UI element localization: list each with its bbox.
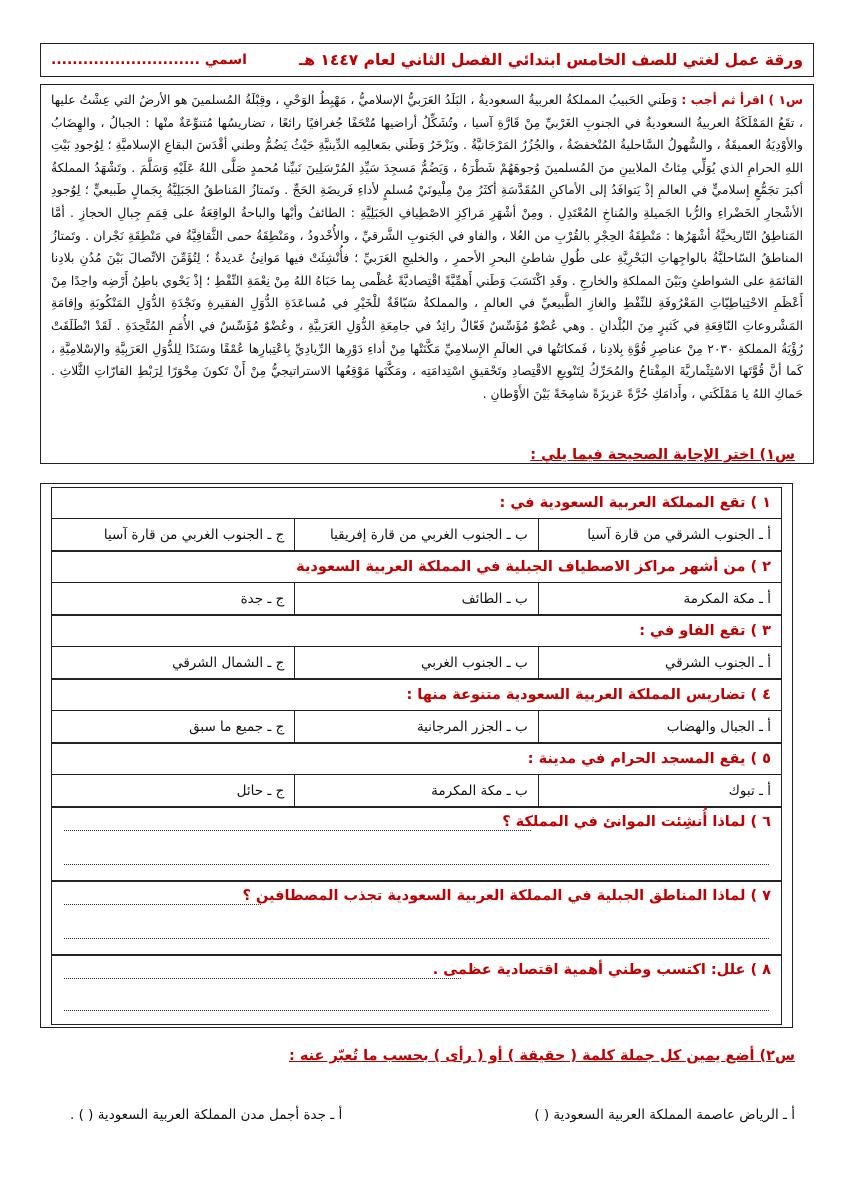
options-row [51, 775, 782, 807]
option-b[interactable]: ب ـ الجنوب الغربي من قارة إفريقيا [294, 519, 537, 550]
question-row [51, 679, 782, 711]
passage-text: وَطَني الحَبيبُ المملكةُ العربيةُ السعوديةُ ، البَلَدُ العَرَبيُّ الإسلاميُّ ، مَهْبِطُ الوَحْيِ ، وقِبْلَةُ المُسلمينَ هو الأرضُ التي عِشْتُ عليها ، تقَعُ المَمْلَكَةُ العربيةُ السعوديةُ في الجنوبِ الغَرْبيِّ مِنْ قَارَّةِ آسيا ، وتُشَكِّلُ أراضيها مُتْحَفًا جُغرافيًا رائعًا ، تضاريسُها مُتنوِّعَةٌ منْها : الجبالُ ، والهِضَابُ والأوْدِيَةُ العميقَةُ ، والسُّهولُ السَّاحليةُ المُنْخفضَةُ ، والجُزُرُ المَرْجَانيَّةُ . ويَزْخَرُ وَطَني بمَعالِمِه الدِّينيَّةِ حَيْثُ يَضُمُّ وطني أقْدَسَ البقاعِ الإسلاميَّةِ ؛ لِوُجودِ بَيْتِ اللهِ الحرامِ الذي يُوَلِّي مِئاتُ الملايينِ منَ المُسلمينَ وُجوهَهُمْ شَطْرَهُ ، وَيَضُمُّ مَسجِدَ سَيِّدِ المُرْسَلِينَ نَبيِّنا مُحمدٍ صَلَّى اللهُ عَلَيْهِ وَسَلَّمَ . وتَشْهَدُ المملكةُ أكبرَ تجَمُّعٍ إسلاميٍّ في العالمِ إذْ يَتوافَدُ إلى الأماكنِ المُقَدَّسَةِ أكثَرُ مِنْ مِلْيونَيْ مُسلمٍ لأداءِ فَريضَةِ الحَجِّ . وتَمتازُ المَناطقُ الجَبَلِيَّةُ بِجَمالٍ طَبيعيٍّ ؛ لِوُجودِ الأشْجارِ الخَضْراءِ والرُّبا الجَميلةِ والمُناخِ المُعْتَدِلِ . ومِنْ أشْهَرِ مَراكِزِ الاصْطِيافِ الجَبَلِيَّةِ : الطائفُ وأبْها والباحةُ الواقِعَةُ على قِمَمِ جِبالِ الحجازِ . أمَّا المَناطِقُ التّاريخيَّةُ أشْهَرُها : مَنْطِقَةُ الحِجْرِ بالقُرْبِ من العُلا ، والفاو في الجَنوبِ الشَّرقيِّ ، والأُخْدودُ ، ومَنْطِقَةُ حمى الثَّقافِيَّةُ في مَنْطِقَةِ نَجْران . وتَمتازُ المناطقُ السّاحليَّةُ بالواجِهاتِ البَحْرِيَّةِ على طُولِ شاطئِ البحرِ الأحمرِ ، والخليجِ العَرَبيِّ ؛ فأُنْشِئَتْ فيها مَوانِئُ عَديدةٌ ؛ لِتُؤَمِّنَ الاتِّصالَ بَيْنَ مُدُنِ بلادِنا القائمَةِ على الشواطئِ وبَيْنَ المملكةِ والخارجِ . وقَدِ اكْتَسَبَ وَطَني أَهمِّيَّةً اقْتِصاديَّةً عُظْمى بِما حَبَاهُ اللهُ مِنْ نِعْمَةِ النِّفْطِ ؛ إذْ يَحْوي باطِنُ أَرْضِه واحِدًا مِنْ أَعْظَمِ الاحْتِياطِيّاتِ المَعْرُوفَةِ للنِّفْطِ والغازِ الطَّبيعيِّ في العالمِ ، والمملكةُ سَبّاقَةٌ للْخَيْرِ في مُساعَدَةِ الدُّوَلِ الفقيرةِ ونَجْدَةِ الدُّوَلِ المَنْكُوبَةِ وإقامَةِ المَشْروعاتِ النّافِعَةِ في كَثيرٍ مِنَ البُلْدانِ . وهي عُضْوٌ مُؤَسِّسٌ فَعّالٌ رائِدٌ في جامِعَةِ الدُّوَلِ العَرَبيَّةِ ، وعُضْوٌ مُؤَسِّسٌ في الأُمَمِ المُتَّحِدَةِ . لَقَدْ انْطَلَقَتْ رُؤْيَةُ المملكةِ ٢٠٣٠ مِنْ عناصِرِ قُوَّةِ بِلادِنا ، فَمكانَتُها في العالَمِ الإِسلامِيِّ مَكَّنَتْها مِنْ أداءِ دَوْرِها الرِّيادِيِّ بِاعْتِبارِها عُمْقًا وسَنَدًا لِلدُّوَلِ العَرَبِيَّةِ والإسْلامِيَّةِ ، كَما أنَّ قُوَّتَها الاسْتِثْماريَّةَ المِفْتاحُ والمُحَرِّكُ لِتَنْويعِ الاقْتِصادِ وتَحْقيقِ اسْتِدامَتِه ، ومَكَّنَها مَوْقِعُها الاستراتيجيُّ مِنْ أَنْ تَكونَ مِحْوَرًا لِرَبْطِ القارّاتِ الثَّلاثِ . حَماكِ اللهُ يا مَمْلَكَتي ، وأَدامَكِ حُرَّةً عَزيزَةً شامِخَةً بَيْنَ الأَوْطانِ . [51, 93, 803, 401]
mcq-box [40, 483, 793, 1028]
option-a[interactable]: أ ـ الجبال والهضاب [538, 711, 781, 742]
options-row [51, 583, 782, 615]
worksheet-title: ورقة عمل لغتي للصف الخامس ابتدائي الفصل الثاني لعام ١٤٤٧ هـ [298, 51, 803, 69]
answer-line[interactable] [64, 1010, 769, 1011]
passage-question-label: س١ ) اقرأ ثم أجب : [681, 93, 803, 107]
option-a[interactable]: أ ـ تبوك [538, 775, 781, 806]
answer-line[interactable] [64, 830, 531, 831]
answer-line[interactable] [64, 938, 769, 939]
option-a[interactable]: أ ـ مكة المكرمة [538, 583, 781, 614]
answer-line[interactable] [64, 978, 461, 979]
answer-line[interactable] [64, 864, 769, 865]
answer-line[interactable] [64, 904, 261, 905]
fact-opinion-section-title: س٢) أضع يمين كل جملة كلمة ( حقيقة ) أو ( رأى ) بحسب ما تُعبّر عنه : [288, 1048, 795, 1064]
option-c[interactable]: ج ـ جدة [240, 590, 285, 607]
fact-opinion-item-1[interactable]: أ ـ الرياض عاصمة المملكة العربية السعودية ( ) [534, 1107, 795, 1123]
open-question-row [51, 881, 782, 955]
mcq-section-title: س١) اختر الإجابة الصحيحة فيما يلي : [530, 447, 795, 463]
option-b[interactable]: ب ـ الجزر المرجانية [294, 711, 537, 742]
options-row [51, 711, 782, 743]
option-b[interactable]: ب ـ الطائف [294, 583, 537, 614]
open-question-row [51, 955, 782, 1025]
fact-opinion-item-2[interactable]: أ ـ جدة أجمل مدن المملكة العربية السعودية ( ) . [70, 1107, 343, 1123]
open-question-row [51, 807, 782, 881]
option-a[interactable]: أ ـ الجنوب الشرقي [538, 647, 781, 678]
question-text: ٨ ) علل: اكتسب وطني أهمية اقتصادية عظمى . [432, 962, 771, 978]
question-text: ٤ ) تضاريس المملكة العربية السعودية متنوعة منها : [406, 687, 771, 703]
question-text: ٣ ) تقع الفاو في : [639, 623, 771, 639]
question-text: ١ ) تقع المملكة العربية السعودية في : [499, 495, 771, 511]
option-c[interactable]: ج ـ الشمال الشرقي [172, 654, 285, 671]
worksheet-header [40, 43, 814, 77]
option-a[interactable]: أ ـ الجنوب الشرقي من قارة آسيا [538, 519, 781, 550]
option-c[interactable]: ج ـ جميع ما سبق [189, 718, 285, 735]
question-text: ٢ ) من أشهر مراكز الاصطياف الجبلية في المملكة العربية السعودية [296, 559, 771, 575]
student-name-field[interactable]: اسمي ............................ [51, 52, 247, 68]
question-row [51, 743, 782, 775]
question-row [51, 551, 782, 583]
question-row [51, 615, 782, 647]
option-c[interactable]: ج ـ الجنوب الغربي من قارة آسيا [103, 526, 285, 543]
question-text: ٦ ) لماذا أُنشِئت الموانئ في المملكة ؟ [502, 814, 771, 830]
question-text: ٥ ) يقع المسجد الحرام في مدينة : [527, 751, 771, 767]
option-c[interactable]: ج ـ حائل [236, 782, 285, 799]
question-row [51, 487, 782, 519]
options-row [51, 647, 782, 679]
option-b[interactable]: ب ـ مكة المكرمة [294, 775, 537, 806]
options-row [51, 519, 782, 551]
option-b[interactable]: ب ـ الجنوب الغربي [294, 647, 537, 678]
reading-passage [40, 84, 814, 464]
question-text: ٧ ) لماذا المناطق الجبلية في المملكة العربية السعودية تجذب المصطافين ؟ [242, 888, 771, 904]
